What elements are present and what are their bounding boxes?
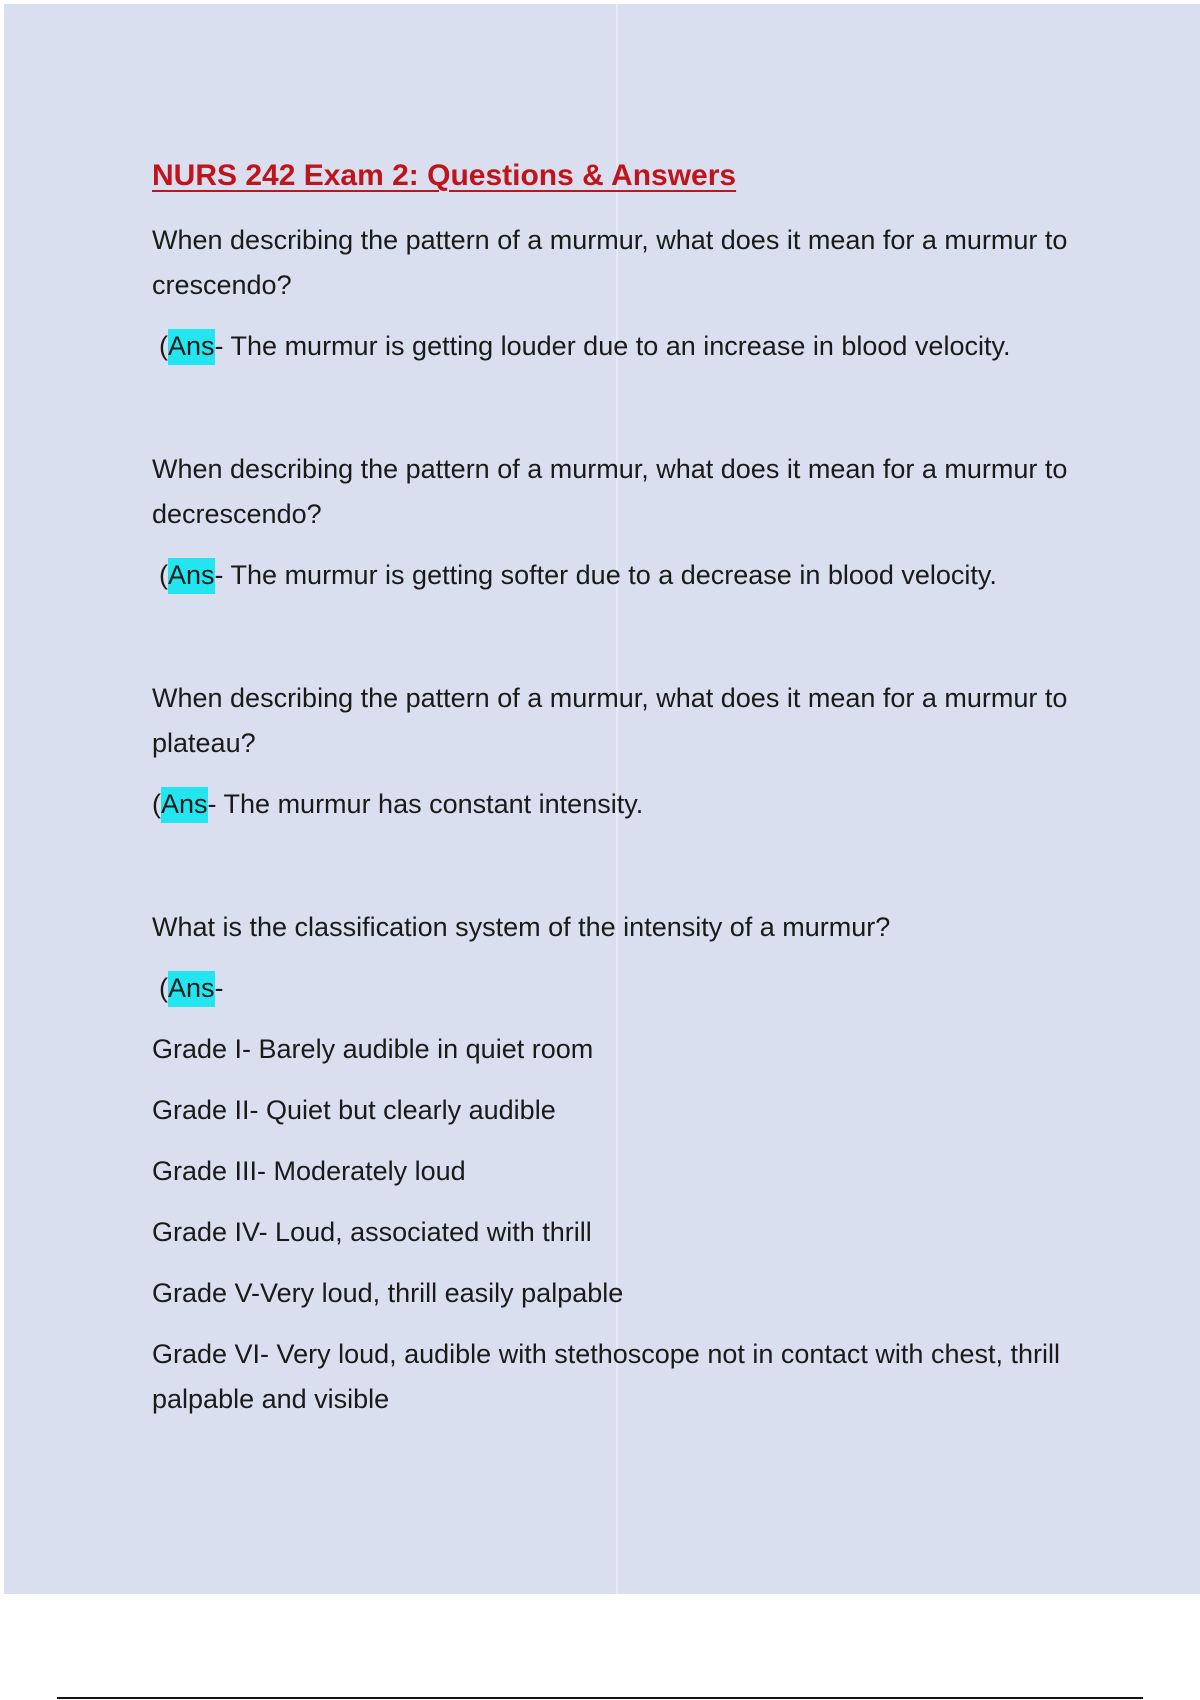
answer-text: - xyxy=(214,973,224,1003)
question-text: What is the classification system of the intensity of a murmur? xyxy=(152,912,891,942)
answer-text: - The murmur is getting louder due to an increase in blood velocity. xyxy=(214,331,1011,361)
answer-label-highlight: Ans xyxy=(168,329,215,365)
grade-item: Grade VI- Very loud, audible with stethoscope not in contact with chest, thrill palpable and visible xyxy=(152,1339,1060,1414)
document-content xyxy=(152,154,1102,1438)
grade-item: Grade II- Quiet but clearly audible xyxy=(152,1095,556,1125)
document-page xyxy=(4,4,1200,1594)
qa-item-2 xyxy=(152,447,1102,598)
answer-text: - The murmur has constant intensity. xyxy=(207,789,644,819)
answer-line xyxy=(152,324,1102,369)
answer-label-highlight: Ans xyxy=(161,787,208,823)
answer-line xyxy=(152,553,1102,598)
grade-item: Grade III- Moderately loud xyxy=(152,1156,466,1186)
question-text: When describing the pattern of a murmur, what does it mean for a murmur to decrescendo? xyxy=(152,454,1068,529)
answer-text: - The murmur is getting softer due to a decrease in blood velocity. xyxy=(214,560,997,590)
qa-item-3 xyxy=(152,676,1102,827)
answer-open-paren: ( xyxy=(159,560,168,590)
document-title: NURS 242 Exam 2: Questions & Answers xyxy=(152,159,737,192)
footer-divider xyxy=(57,1697,1143,1699)
question-text: When describing the pattern of a murmur, what does it mean for a murmur to crescendo? xyxy=(152,225,1068,300)
answer-open-paren: ( xyxy=(152,789,161,819)
qa-item-1 xyxy=(152,218,1102,369)
grade-item: Grade IV- Loud, associated with thrill xyxy=(152,1217,592,1247)
grade-item: Grade I- Barely audible in quiet room xyxy=(152,1034,594,1064)
qa-item-4 xyxy=(152,905,1102,1422)
answer-open-paren: ( xyxy=(159,973,168,1003)
answer-line xyxy=(152,966,1102,1011)
question-text: When describing the pattern of a murmur, what does it mean for a murmur to plateau? xyxy=(152,683,1068,758)
answer-open-paren: ( xyxy=(159,331,168,361)
answer-label-highlight: Ans xyxy=(168,971,215,1007)
answer-label-highlight: Ans xyxy=(168,558,215,594)
grade-item: Grade V-Very loud, thrill easily palpable xyxy=(152,1278,624,1308)
grade-list xyxy=(152,1027,1102,1422)
answer-line xyxy=(152,782,1102,827)
